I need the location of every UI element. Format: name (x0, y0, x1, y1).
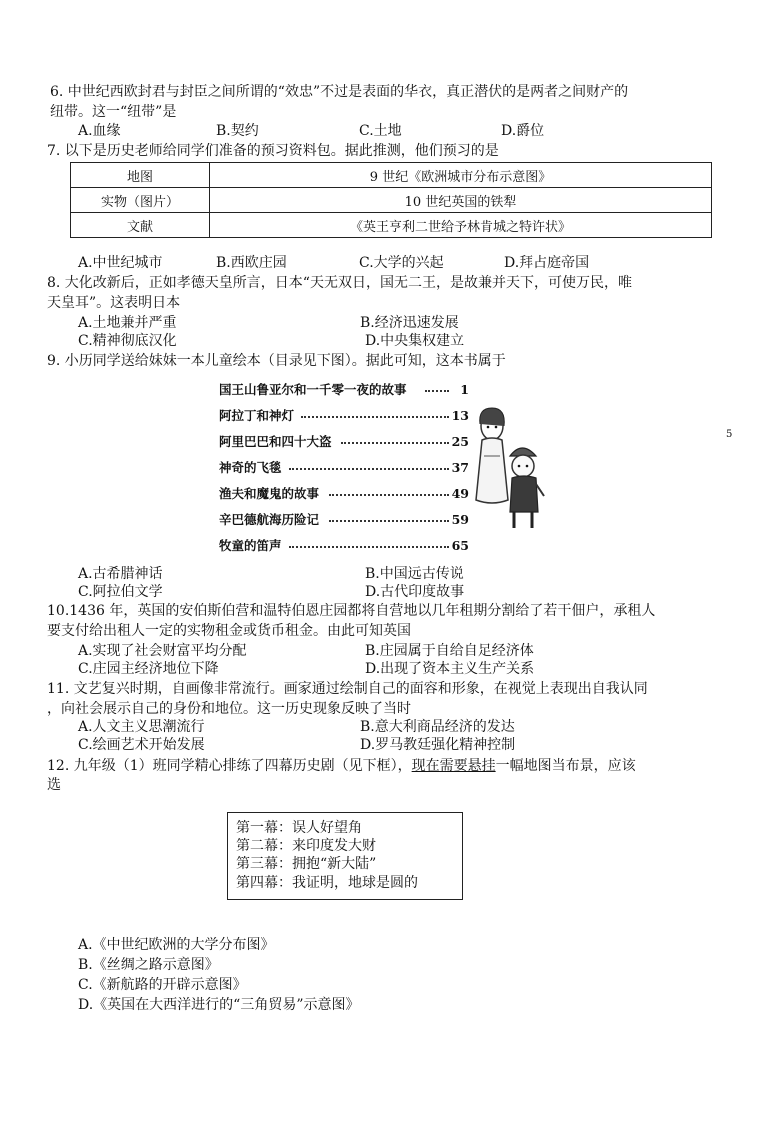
toc-leader (289, 546, 449, 548)
table-cell-key: 文献 (71, 213, 210, 238)
q7-stem-line1: 7. 以下是历史老师给同学们准备的预习资料包。据此推测，他们预习的是 (47, 143, 499, 159)
toc-title: 牧童的笛声 (219, 538, 282, 553)
q12-play-acts-box (227, 812, 463, 900)
toc-title: 神奇的飞毯 (219, 460, 282, 475)
list-item (219, 484, 469, 510)
q10-option-c: C.庄园主经济地位下降 (78, 661, 219, 677)
toc-title: 渔夫和魔鬼的故事 (219, 486, 320, 501)
q12-option-d: D.《英国在大西洋进行的“三角贸易”示意图》 (78, 997, 360, 1013)
act-line: 第二幕：来印度发大财 (236, 838, 376, 854)
picture-book-table-of-contents (219, 380, 469, 562)
toc-page: 65 (451, 538, 469, 553)
table-row (71, 188, 712, 213)
act-line: 第三幕：拥抱“新大陆” (236, 856, 377, 872)
q8-stem-line1: 8. 大化改新后，正如孝德天皇所言，日本“天无双日，国无二王，是故兼并天下，可使万民，唯 (47, 275, 632, 291)
q7-option-a: A.中世纪城市 (78, 255, 163, 271)
q12-stem-underlined: 现在需要悬挂 (411, 758, 496, 774)
q10-option-a: A.实现了社会财富平均分配 (78, 643, 247, 659)
q11-option-c: C.绘画艺术开始发展 (78, 737, 205, 753)
table-row (71, 163, 712, 188)
toc-page: 1 (460, 382, 469, 397)
toc-page: 13 (451, 408, 469, 423)
q6-option-d: D.爵位 (501, 123, 545, 139)
toc-leader (301, 416, 449, 418)
q8-option-a: A.土地兼并严重 (78, 315, 177, 331)
table-cell-key: 实物（图片） (71, 188, 210, 213)
toc-page: 49 (451, 486, 469, 501)
list-item (219, 380, 469, 406)
q10-option-d: D.出现了资本主义生产关系 (365, 661, 535, 677)
q7-option-d: D.拜占庭帝国 (504, 255, 590, 271)
q9-option-c: C.阿拉伯文学 (78, 584, 163, 600)
q6-option-a: A.血缘 (78, 123, 121, 139)
toc-page: 25 (451, 434, 469, 449)
q12-stem-part-b: 一幅地图当布景，应该 (495, 758, 636, 774)
q12-option-a: A.《中世纪欧洲的大学分布图》 (78, 937, 275, 953)
list-item (219, 406, 469, 432)
q6-stem-line2: 纽带。这一“纽带”是 (50, 104, 177, 120)
table-row (71, 213, 712, 238)
q12-stem-line2: 选 (47, 777, 61, 793)
table-cell-value: 10 世纪英国的铁犁 (210, 188, 712, 213)
q8-option-c: C.精神彻底汉化 (78, 333, 177, 349)
toc-leader (289, 468, 449, 470)
table-cell-value: 《英王亨利二世给予林肯城之特许状》 (210, 213, 712, 238)
toc-page: 59 (451, 512, 469, 527)
q6-stem-line1: 6. 中世纪西欧封君与封臣之间所谓的“效忠”不过是表面的华衣，真正潜伏的是两者之间财产的 (50, 84, 629, 100)
q6-option-b: B.契约 (216, 123, 259, 139)
q11-option-d: D.罗马教廷强化精神控制 (360, 737, 516, 753)
q7-material-table (70, 162, 712, 238)
act-line: 第四幕：我证明，地球是圆的 (236, 875, 418, 891)
q10-stem-line2: 要支付给出租人一定的实物租金或货币租金。由此可知英国 (47, 623, 411, 639)
q11-option-a: A.人文主义思潮流行 (78, 719, 205, 735)
toc-page: 37 (451, 460, 469, 475)
page-mark: 5 (726, 429, 733, 440)
q12-stem-part-a: 12. 九年级（1）班同学精心排练了四幕历史剧（见下框）， (47, 758, 412, 774)
q12-option-c: C.《新航路的开辟示意图》 (78, 977, 247, 993)
q12-stem-line1 (47, 757, 636, 775)
q10-option-b: B.庄园属于自给自足经济体 (365, 643, 534, 659)
q9-option-a: A.古希腊神话 (78, 566, 163, 582)
q8-option-b: B.经济迅速发展 (360, 315, 459, 331)
toc-leader (329, 520, 449, 522)
q8-option-d: D.中央集权建立 (365, 333, 465, 349)
list-item (219, 536, 469, 562)
q6-option-c: C.土地 (359, 123, 402, 139)
list-item (219, 510, 469, 536)
toc-leader (425, 390, 449, 392)
toc-leader (341, 442, 449, 444)
q11-option-b: B.意大利商品经济的发达 (360, 719, 515, 735)
q10-stem-line1: 10.1436 年，英国的安伯斯伯营和温特伯恩庄园都将自营地以几年租期分割给了若干佃户，承租人 (47, 603, 656, 619)
act-line: 第一幕：误人好望角 (236, 820, 362, 836)
q9-stem-line1: 9. 小历同学送给妹妹一本儿童绘本（目录见下图）。据此可知，这本书属于 (47, 353, 506, 369)
q7-option-b: B.西欧庄园 (216, 255, 287, 271)
list-item (219, 432, 469, 458)
q11-stem-line1: 11. 文艺复兴时期，自画像非常流行。画家通过绘制自己的面容和形象，在视觉上表现出自我认同 (47, 681, 648, 697)
q12-option-b: B.《丝绸之路示意图》 (78, 957, 219, 973)
q7-option-c: C.大学的兴起 (359, 255, 444, 271)
table-cell-key: 地图 (71, 163, 210, 188)
q9-option-b: B.中国远古传说 (365, 566, 464, 582)
q9-option-d: D.古代印度故事 (365, 584, 465, 600)
aladdin-illustration (470, 400, 546, 532)
toc-title: 辛巴德航海历险记 (219, 512, 320, 527)
toc-leader (329, 494, 449, 496)
toc-title: 国王山鲁亚尔和一千零一夜的故事 (219, 382, 407, 397)
table-cell-value: 9 世纪《欧洲城市分布示意图》 (210, 163, 712, 188)
toc-title: 阿里巴巴和四十大盗 (219, 434, 332, 449)
q8-stem-line2: 天皇耳”。这表明日本 (47, 295, 181, 311)
list-item (219, 458, 469, 484)
toc-title: 阿拉丁和神灯 (219, 408, 295, 423)
q11-stem-line2: ，向社会展示自己的身份和地位。这一历史现象反映了当时 (47, 701, 411, 717)
